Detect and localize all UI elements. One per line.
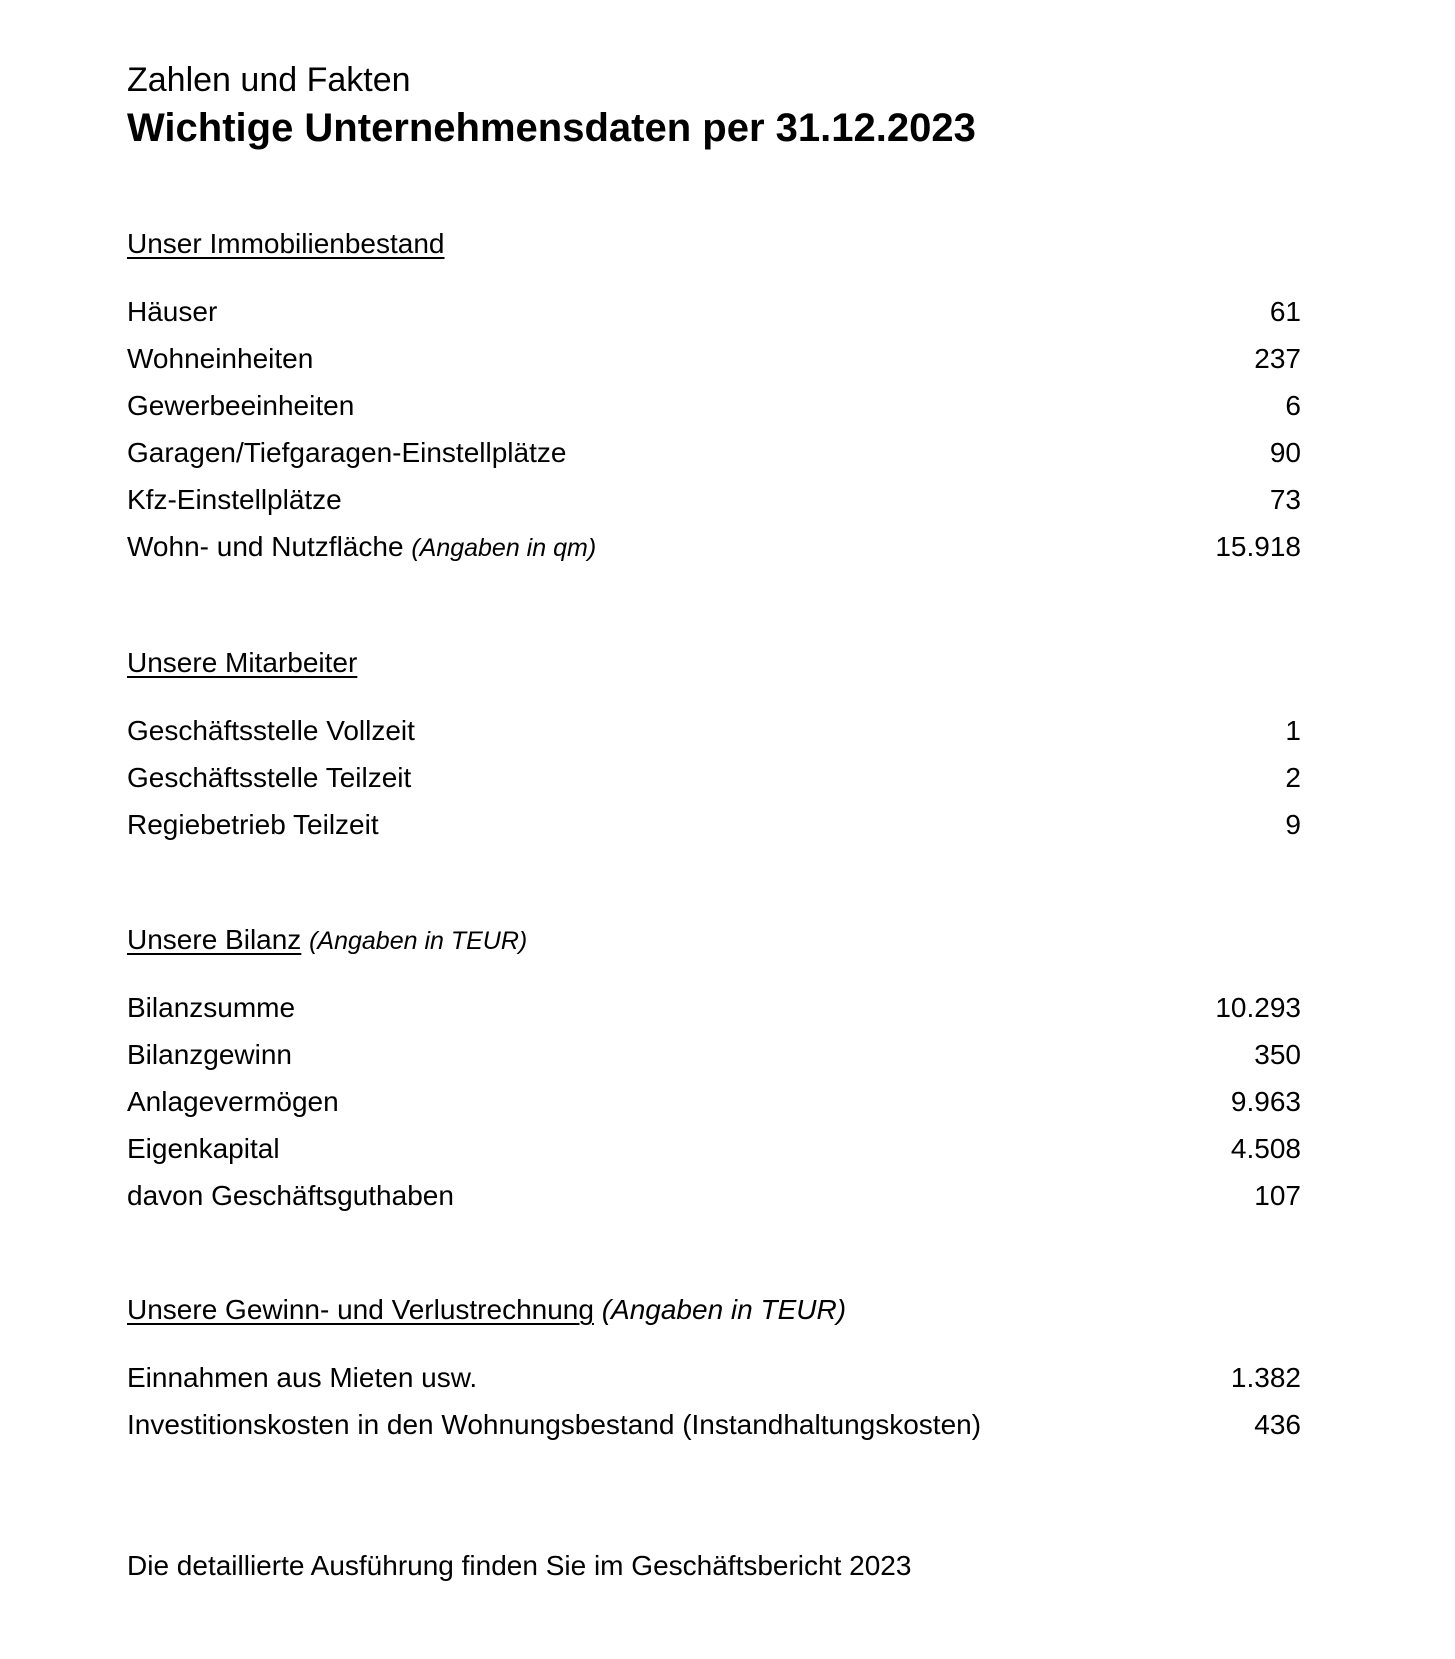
list-item	[127, 992, 1301, 1039]
data-list	[127, 992, 1301, 1227]
row-label: Regiebetrieb Teilzeit	[127, 809, 379, 840]
row-label: Bilanzsumme	[127, 992, 296, 1023]
row-value: 15.918	[1215, 531, 1301, 562]
list-item	[127, 390, 1301, 437]
list-item	[127, 437, 1301, 484]
section-immobilienbestand	[127, 228, 1301, 578]
list-item	[127, 809, 1301, 856]
row-value: 73	[1269, 484, 1301, 515]
document-page	[127, 0, 1301, 1659]
row-label-text: Wohn- und Nutzfläche	[127, 531, 404, 562]
list-item	[127, 296, 1301, 343]
row-value: 1.382	[1230, 1362, 1301, 1393]
row-label: Kfz-Einstellplätze	[127, 484, 342, 515]
list-item	[127, 762, 1301, 809]
row-value: 4.508	[1230, 1133, 1301, 1164]
section-heading	[127, 1294, 1301, 1326]
list-item	[127, 531, 1301, 578]
row-label: Gewerbeeinheiten	[127, 390, 355, 421]
section-heading-text: Unsere Bilanz	[127, 924, 302, 955]
row-label: Anlagevermögen	[127, 1086, 339, 1117]
list-item	[127, 1086, 1301, 1133]
row-value: 350	[1254, 1039, 1301, 1070]
row-value: 61	[1269, 296, 1301, 327]
section-unit-note: (Angaben in TEUR)	[309, 927, 528, 955]
row-label: Häuser	[127, 296, 218, 327]
page-title: Wichtige Unternehmensdaten per 31.12.2023	[127, 106, 976, 150]
row-label: Einnahmen aus Mieten usw.	[127, 1362, 478, 1393]
list-item	[127, 484, 1301, 531]
row-value: 436	[1254, 1409, 1301, 1440]
row-label: Wohneinheiten	[127, 343, 314, 374]
section-bilanz	[127, 924, 1301, 1227]
row-value: 237	[1254, 343, 1301, 374]
list-item	[127, 1180, 1301, 1227]
footer-note: Die detaillierte Ausführung finden Sie im Geschäftsbericht 2023	[127, 1550, 912, 1581]
list-item	[127, 1362, 1301, 1409]
row-label	[127, 531, 596, 564]
row-value: 107	[1254, 1180, 1301, 1211]
row-value: 1	[1285, 715, 1301, 746]
row-label: Garagen/Tiefgaragen-Einstellplätze	[127, 437, 567, 468]
section-heading-text: Unsere Gewinn- und Verlustrechnung	[127, 1294, 594, 1325]
section-heading	[127, 647, 1301, 679]
data-list	[127, 296, 1301, 578]
row-value: 2	[1285, 762, 1301, 793]
section-heading-text: Unser Immobilienbestand	[127, 228, 445, 259]
list-item	[127, 1409, 1301, 1456]
row-unit-note: (Angaben in qm)	[411, 534, 597, 562]
row-label: Geschäftsstelle Vollzeit	[127, 715, 415, 746]
row-value: 90	[1269, 437, 1301, 468]
section-gewinn-verlust	[127, 1294, 1301, 1456]
section-mitarbeiter	[127, 647, 1301, 856]
page-kicker: Zahlen und Fakten	[127, 61, 411, 99]
row-label: davon Geschäftsguthaben	[127, 1180, 454, 1211]
section-heading-text: Unsere Mitarbeiter	[127, 647, 358, 678]
list-item	[127, 1039, 1301, 1086]
list-item	[127, 1133, 1301, 1180]
row-label: Bilanzgewinn	[127, 1039, 292, 1070]
section-heading	[127, 228, 1301, 260]
section-unit-note: (Angaben in TEUR)	[601, 1294, 847, 1325]
section-heading	[127, 924, 1301, 956]
row-value: 9.963	[1230, 1086, 1301, 1117]
row-label: Geschäftsstelle Teilzeit	[127, 762, 412, 793]
data-list	[127, 1362, 1301, 1456]
row-value: 6	[1285, 390, 1301, 421]
list-item	[127, 343, 1301, 390]
row-value: 9	[1285, 809, 1301, 840]
list-item	[127, 715, 1301, 762]
row-label: Eigenkapital	[127, 1133, 280, 1164]
row-label: Investitionskosten in den Wohnungsbestand (Instandhaltungskosten)	[127, 1409, 982, 1440]
row-value: 10.293	[1215, 992, 1301, 1023]
data-list	[127, 715, 1301, 856]
